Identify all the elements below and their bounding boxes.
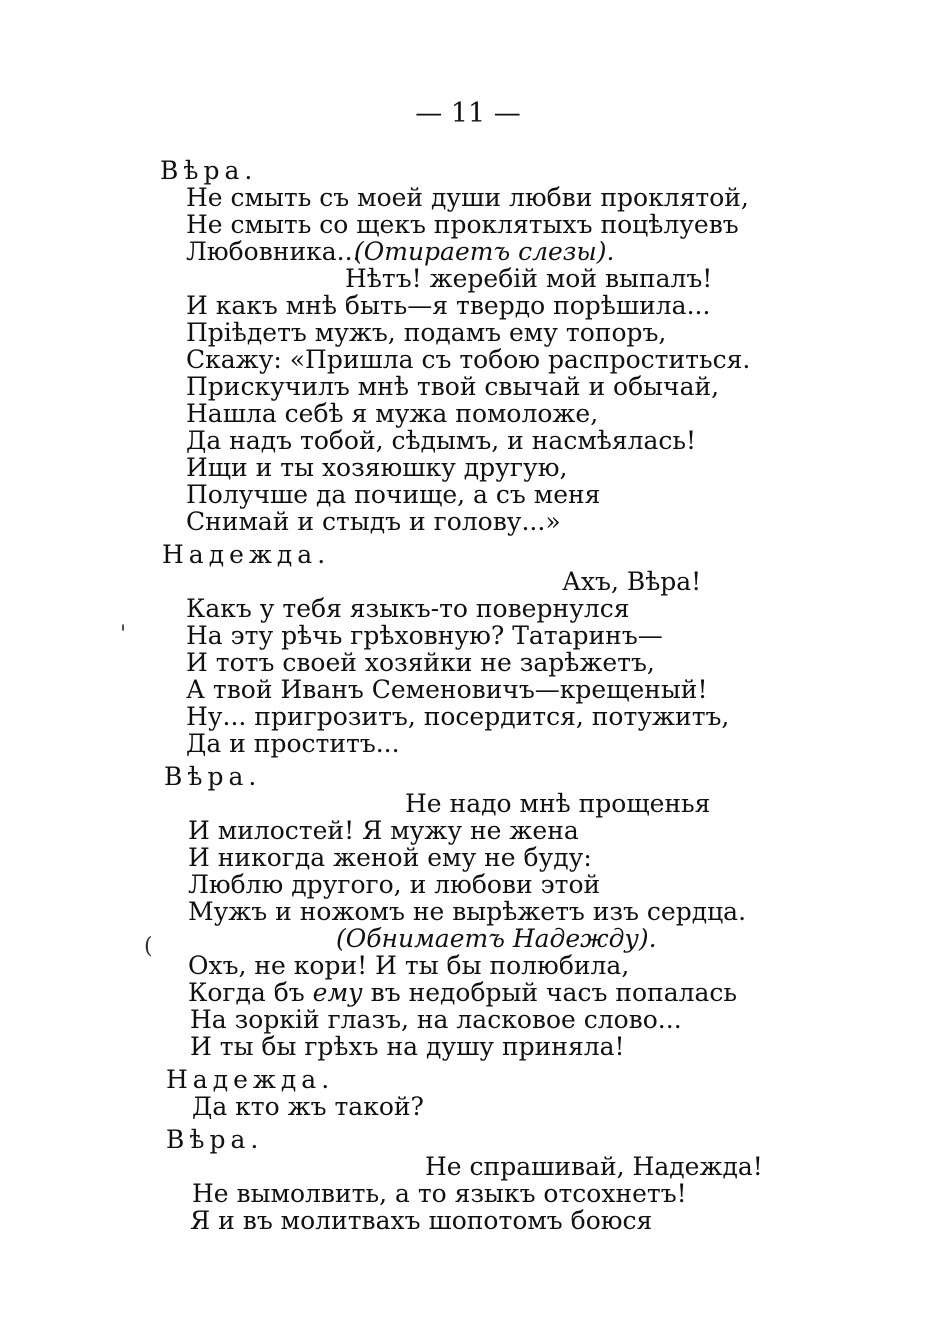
verse-line: Да надъ тобой, сѣдымъ, и насмѣялась! [186,426,697,455]
speaker-name: Вѣра. [160,156,258,185]
verse-line: Какъ у тебя языкъ-то повернулся [186,594,630,623]
verse-line: И тотъ своей хозяйки не зарѣжетъ, [186,648,655,677]
verse-line: Не надо мнѣ прощенья [405,789,711,818]
verse-line: На зоркій глазъ, на ласковое слово... [190,1005,682,1034]
verse-line: Прискучилъ мнѣ твой свычай и обычай, [186,372,720,401]
emphasis: ему [312,978,363,1007]
verse-line: И какъ мнѣ быть—я твердо порѣшила... [186,291,711,320]
verse-line: Скажу: «Пришла съ тобою распроститься. [186,345,751,374]
verse-line: Не смыть со щекъ проклятыхъ поцѣлуевъ [186,210,739,239]
verse-line: Мужъ и ножомъ не вырѣжетъ изъ сердца. [188,897,747,926]
verse-line: Получше да почище, а съ меня [186,480,601,509]
verse-line: Охъ, не кори! И ты бы полюбила, [188,951,630,980]
stage-direction: (Обнимаетъ Надежду). [336,924,657,953]
verse-line: На эту рѣчь грѣховную? Татаринъ— [186,621,663,650]
verse-line: И ты бы грѣхъ на душу приняла! [190,1032,625,1061]
verse-line: А твой Иванъ Семеновичъ—крещеный! [186,675,708,704]
verse-line: Да и проститъ... [186,729,400,758]
stage-direction: (Отираетъ слезы). [354,237,615,266]
verse-line: Ахъ, Вѣра! [562,567,702,596]
speaker-name: Вѣра. [166,1125,264,1154]
speaker-name: Надежда. [162,540,331,569]
verse-line [188,979,737,1007]
verse-line: Не смыть съ моей души любви проклятой, [186,183,749,212]
verse-line: И милостей! Я мужу не жена [188,816,579,845]
verse-fragment: Когда бъ [188,978,305,1007]
margin-mark: ( [144,934,153,959]
page-number: — 11 — [415,98,521,129]
verse-line: Ну... пригрозитъ, посердится, потужитъ, [186,702,730,731]
margin-mark: ' [120,622,127,647]
verse-line: Снимай и стыдъ и голову...» [186,507,561,536]
verse-line: Ищи и ты хозяюшку другую, [186,453,568,482]
verse-line: Не вымолвить, а то языкъ отсохнетъ! [192,1179,687,1208]
verse-line: Пріѣдетъ мужъ, подамъ ему топоръ, [186,318,667,347]
verse-line: Люблю другого, и любови этой [188,870,601,899]
verse-line: И никогда женой ему не буду: [188,843,592,872]
speaker-name: Надежда. [166,1065,335,1094]
speaker-name: Вѣра. [164,762,262,791]
verse-line: Нашла себѣ я мужа помоложе, [186,399,599,428]
verse-fragment: въ недобрый часъ попалась [370,978,737,1007]
verse-line: Не спрашивай, Надежда! [425,1152,763,1181]
verse-line: Нѣтъ! жеребій мой выпалъ! [345,264,713,293]
verse-line: Любовника... [186,237,361,266]
verse-line: Я и въ молитвахъ шопотомъ боюся [190,1206,653,1235]
verse-line: Да кто жъ такой? [192,1092,424,1121]
